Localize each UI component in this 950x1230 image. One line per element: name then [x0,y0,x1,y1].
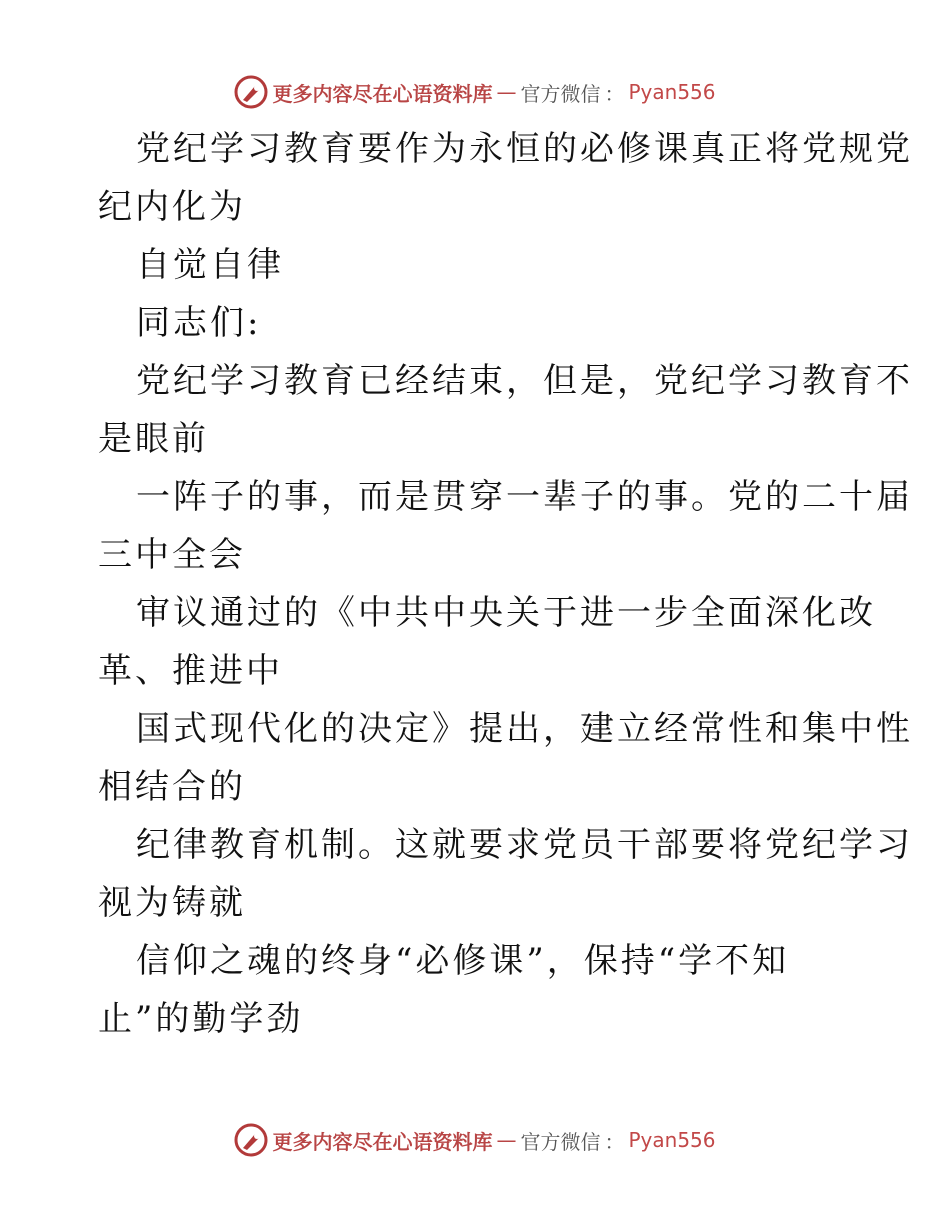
paragraph-line: 审议通过的《中共中央关于进一步全面深化改 [136,593,876,633]
paragraph-line: 三中全会 [98,535,246,575]
paragraph-line: 止”的勤学劲 [98,999,304,1039]
paragraph-line: 是眼前 [98,419,209,459]
watermark-wechat-label: 官方微信 [520,1129,601,1154]
document-body [98,120,913,1048]
watermark-wechat-label: 官方微信 [520,81,601,106]
paragraph-line: 相结合的 [98,767,246,807]
salutation: 同志们: [136,303,262,343]
watermark-colon: ： [604,81,625,106]
header-watermark [0,72,950,112]
watermark-dash: — [496,80,517,104]
watermark-site-name: 更多内容尽在心语资料库 [272,81,493,106]
watermark-wechat-id: Pyan556 [628,1128,716,1152]
paragraph-line: 革、推进中 [98,651,283,691]
paragraph-line: 一阵子的事，而是贯穿一辈子的事。党的二十届 [136,477,913,517]
paragraph-line: 党纪学习教育已经结束，但是，党纪学习教育不 [136,361,913,401]
footer-watermark [0,1120,950,1160]
title-line-2: 纪内化为 [98,187,246,227]
pen-logo-icon [234,1123,268,1157]
pen-logo-icon [234,75,268,109]
title-line-1: 党纪学习教育要作为永恒的必修课真正将党规党 [136,129,913,169]
title-line-3: 自觉自律 [136,245,284,285]
paragraph-line: 信仰之魂的终身“必修课”，保持“学不知 [136,941,790,981]
watermark-site-name: 更多内容尽在心语资料库 [272,1129,493,1154]
watermark-wechat-id: Pyan556 [628,80,716,104]
paragraph-line: 国式现代化的决定》提出，建立经常性和集中性 [136,709,913,749]
watermark-colon: ： [604,1129,625,1154]
watermark-dash: — [496,1128,517,1152]
paragraph-line: 纪律教育机制。这就要求党员干部要将党纪学习 [136,825,913,865]
paragraph-line: 视为铸就 [98,883,246,923]
